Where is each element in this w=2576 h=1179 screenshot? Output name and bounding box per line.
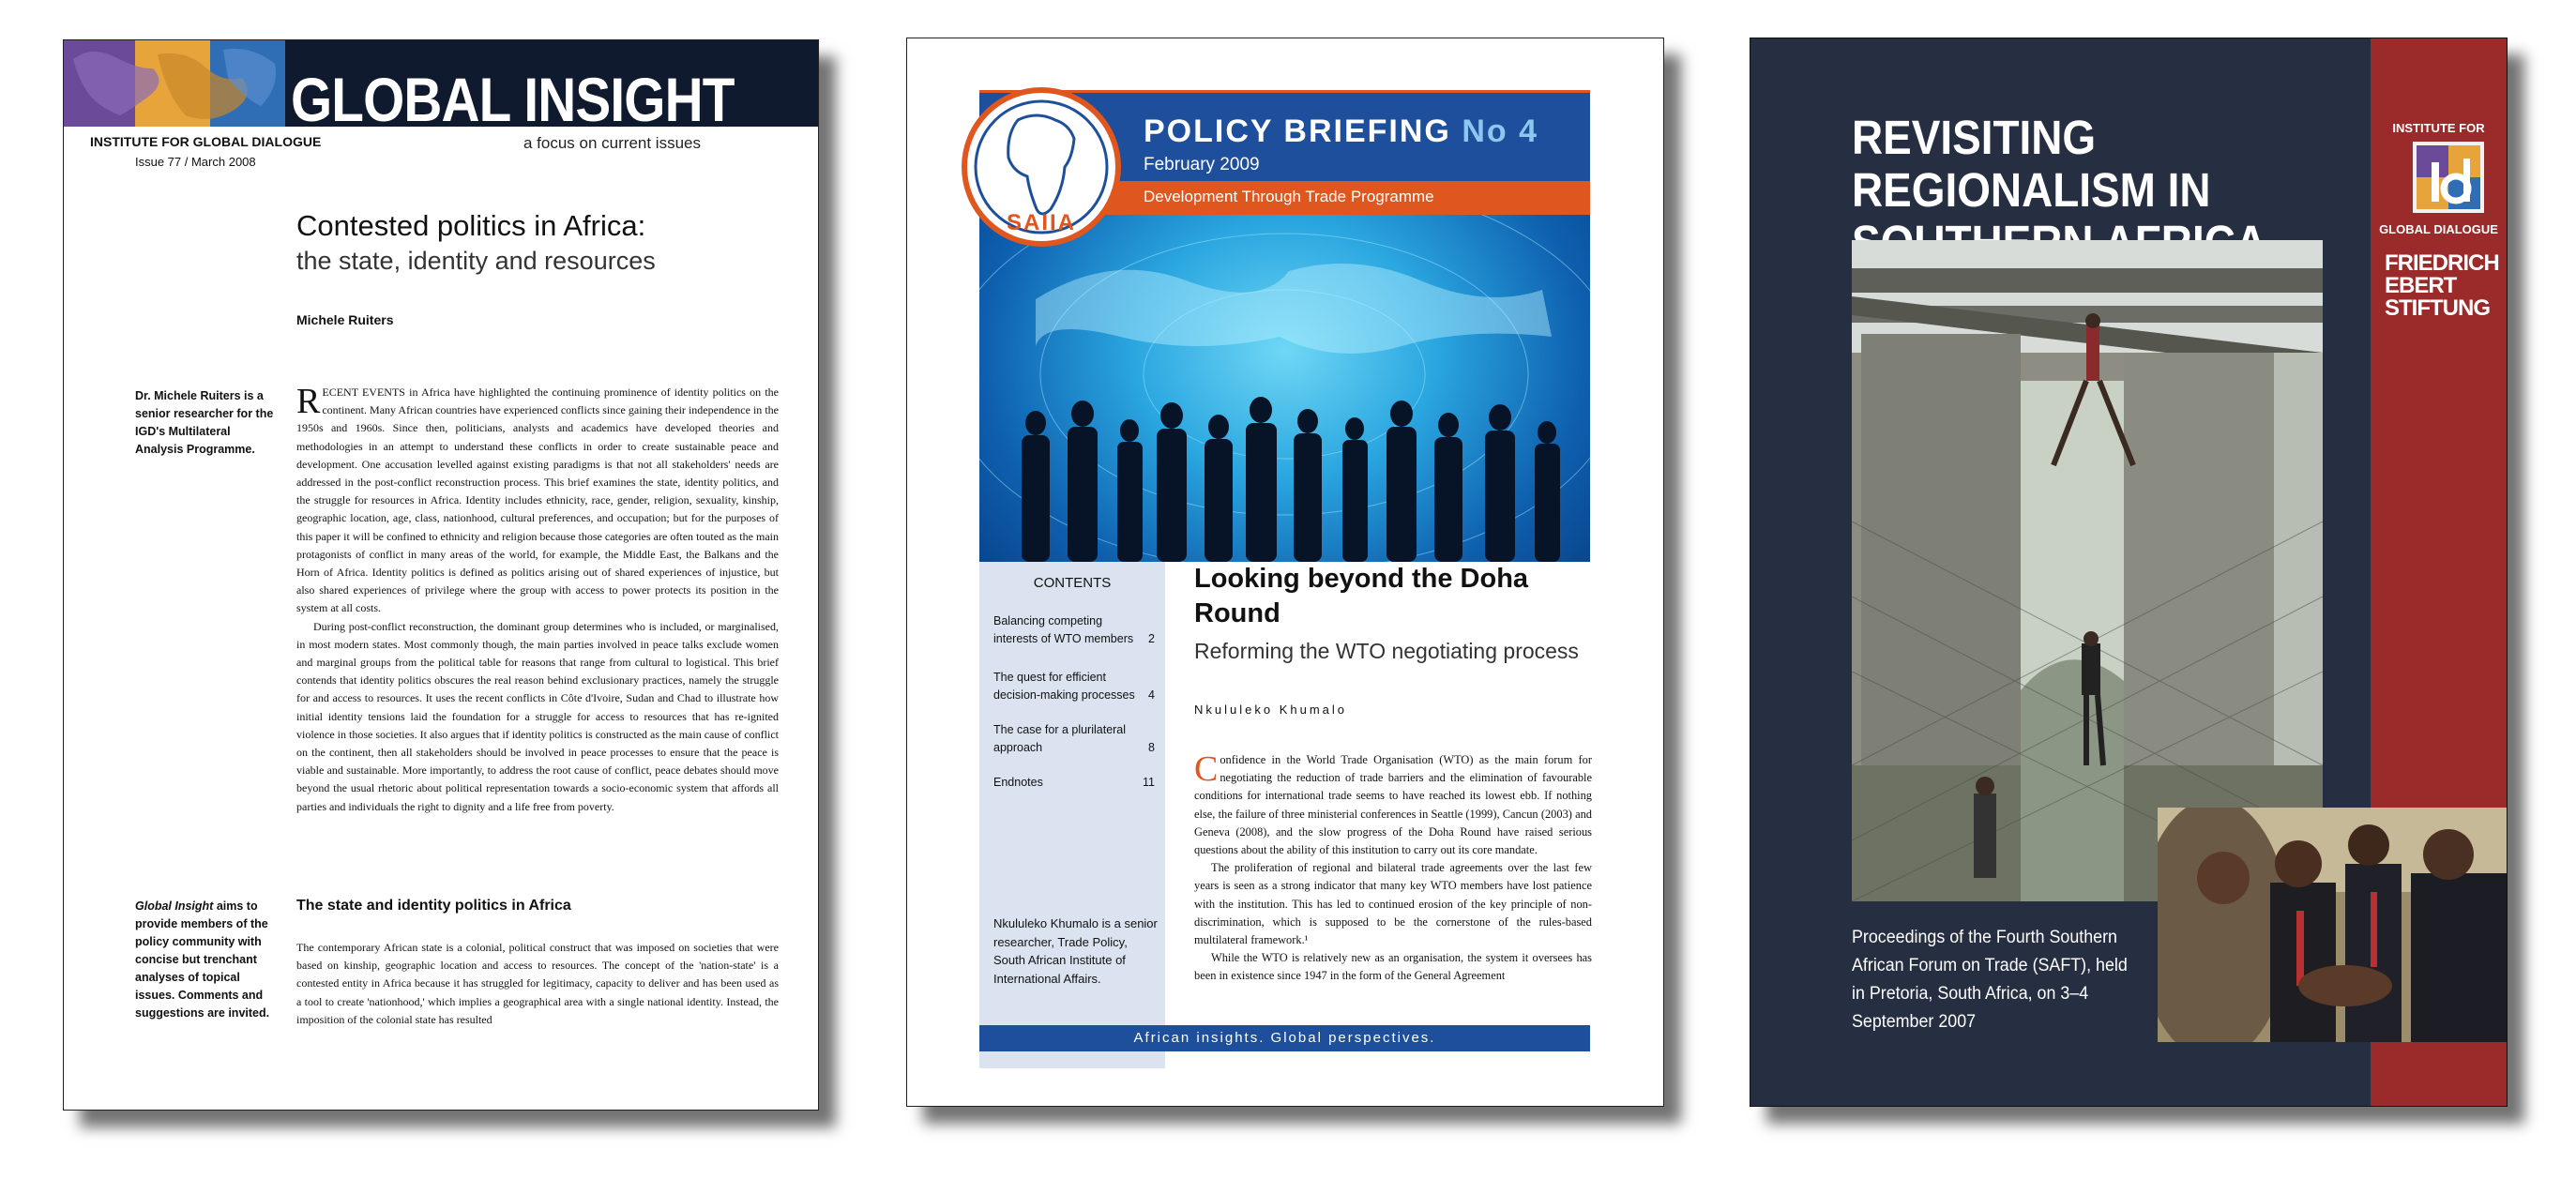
author-bio: Nkululeko Khumalo is a senior researcher, Trade Policy, South African Institute of International Affairs. [993, 916, 1158, 986]
briefing-date: February 2009 [1144, 155, 1260, 174]
people-silhouettes-image [979, 348, 1590, 562]
global-insight-document [63, 39, 819, 1111]
toc-item-title: Endnotes [993, 776, 1043, 789]
briefing-label: POLICY BRIEFING [1144, 113, 1451, 149]
policy-briefing-document [906, 38, 1664, 1107]
toc-item-page: 8 [1148, 741, 1155, 754]
toc-item-page: 11 [1143, 776, 1155, 789]
publication-name: Global Insight [135, 899, 214, 913]
toc-item-title: The case for a plurilateral approach [993, 723, 1127, 754]
toc-item [993, 669, 1155, 704]
article-subheadline: Reforming the WTO negotiating process [1194, 639, 1579, 663]
toc-item-title: The quest for efficient decision-making processes [993, 671, 1135, 702]
cover-description: Proceedings of the Fourth Southern African Forum on Trade (SAFT), held in Pretoria, South Africa, on 3–4 September 2007 [1852, 928, 2128, 1032]
article-author: Nkululeko Khumalo [1194, 703, 1348, 717]
leaders-handshake-photo [2158, 808, 2507, 1042]
body-paragraph: The proliferation of regional and bilateral trade agreements over the last few years is seen as a strong indicator that many key WTO members have lost patience with the institution. This has led to continued erosion of the key principle of non-discrimination, which is supposed to be the cornerstone of the rules-based multilateral framework.¹ [1194, 861, 1592, 947]
article-body [296, 384, 779, 816]
toc-item [993, 721, 1155, 757]
briefing-title [1144, 113, 1538, 150]
toc-item-page: 4 [1148, 688, 1155, 702]
publisher-name: INSTITUTE FOR GLOBAL DIALOGUE [90, 134, 322, 149]
article-body [1194, 751, 1592, 986]
body-paragraph: onfidence in the World Trade Organisation (WTO) as the main forum for negotiating the reduction of trade barriers and the elimination of favourable conditions for international trade seems to have reached its lowest ebb. If nothing else, the failure of three ministerial conferences in Seattle (1999), Cancun (2003) and Geneva (2008), and the slow progress of the Doha Round have raised serious questions about the ability of this institution to carry out its core mandate. [1194, 753, 1592, 857]
toc-item-page: 2 [1148, 632, 1155, 645]
bridge-climbers-photo [1852, 240, 2323, 901]
drop-cap: C [1194, 749, 1219, 789]
masthead-title: GLOBAL INSIGHT [291, 65, 735, 134]
masthead-bar [64, 40, 818, 134]
masthead-tagline: a focus on current issues [523, 134, 701, 152]
body-paragraph: While the WTO is relatively new as an organisation, the system it oversees has been in existence since 1947 in the form of the General Agreement [1194, 951, 1592, 983]
article-headline: Looking beyond the Doha Round [1194, 564, 1529, 628]
igd-label-top: INSTITUTE FOR [2392, 121, 2485, 135]
section-body: The contemporary African state is a colonial, political construct that was imposed on societies that were based on kinship, geographic location and access to resources. The concept of the 'nation-state' is a contested entity in Africa because it has struggled for legitimacy, capacity to deliver and has been used as a tool to create 'nationhood,' which implies a geographical area with a single national identity. Instead, the imposition of the colonial state has resulted [296, 941, 779, 1026]
igd-label-bottom: GLOBAL DIALOGUE [2379, 222, 2498, 236]
contents-heading: CONTENTS [1033, 575, 1112, 591]
fes-logo-text: FRIEDRICH EBERT STIFTUNG [2385, 250, 2499, 321]
body-paragraph: During post-conflict reconstruction, the dominant group determines who is included, or marginalised, in most modern states. Most commonly though, the main parties involved in peace talks exclude women and marginal groups from the political table for reasons that range from cultural to logistical. This brief contends that identity politics obscures the real reason behind exclusionary practices, namely the struggle for and access to resources. It uses the recent conflicts in Côte d'Ivoire, Sudan and Chad to illustrate how initial identity tensions laid the foundation for a struggle for access to resources that has re-ignited violence in those societies. It also argues that if identity politics is constructed as the main cause of conflict on the continent, then all stakeholders should be involved in peace processes to ensure that the peace is viable and sustainable. More importantly, to address the root cause of conflict, peace debates should move beyond the usual rhetoric about political representation towards a socio-economic system that affords all parties and individuals the right to dignity and a life free from poverty. [296, 619, 779, 813]
article-subheadline: the state, identity and resources [296, 247, 656, 275]
author-bio: Dr. Michele Ruiters is a senior researcher for the IGD's Multilateral Analysis Programme. [135, 389, 274, 456]
briefing-number: No 4 [1462, 113, 1538, 149]
section-heading: The state and identity politics in Africa [296, 898, 571, 914]
drop-cap: R [296, 382, 321, 421]
cover-title: REVISITING REGIONALISM IN [1852, 111, 2211, 217]
regionalism-cover-document [1750, 38, 2508, 1107]
footer-slogan: African insights. Global perspectives. [979, 1025, 1590, 1051]
world-map-graphic [64, 40, 285, 127]
toc-item [993, 774, 1155, 792]
issue-number: Issue 77 / March 2008 [135, 155, 256, 169]
toc-item-title: Balancing competing interests of WTO members [993, 614, 1134, 645]
aims-text: aims to provide members of the policy community with concise but trenchant analyses of topical issues. Comments and suggestions are invited. [135, 899, 270, 1020]
publication-aims [135, 898, 276, 1022]
programme-name: Development Through Trade Programme [1144, 188, 1434, 205]
toc-item [993, 612, 1155, 648]
igd-logo-icon [2413, 142, 2484, 213]
body-paragraph: ECENT EVENTS in Africa have highlighted the continuing prominence of identity politics on the continent. Many African countries have experienced conflicts since gaining their independence in the 1950s and 1960s. Since then, politicians, analysts and academics have developed theories and methodologies in an attempt to understand these conflicts in order to create sustainable peace and development. One accusation levelled against existing paradigms is that not all stakeholders' needs are addressed in the post-conflict reconstruction process. This brief examines the state, identity politics, and the struggle for resources in Africa. Identity includes ethnicity, race, gender, religion, sexuality, kinship, geographic location, age, class, nationhood, cultural preferences, and occupation; but for the purposes of this paper it will be confined to ethnicity and religion because those categories are often touted as the main protagonists of conflict in many areas of the world, for example, the Middle East, the Balkans and the Horn of Africa. Identity politics is defined as politics arising out of shared experiences of injustice, but also shared experiences of privilege where the group with access to power protects its position in the system at all costs. [296, 385, 779, 615]
saiia-logo-icon [962, 68, 1121, 284]
article-author: Michele Ruiters [296, 312, 394, 327]
saiia-logo-text: SAIIA [1006, 210, 1077, 235]
article-headline: Contested politics in Africa: [296, 209, 646, 242]
